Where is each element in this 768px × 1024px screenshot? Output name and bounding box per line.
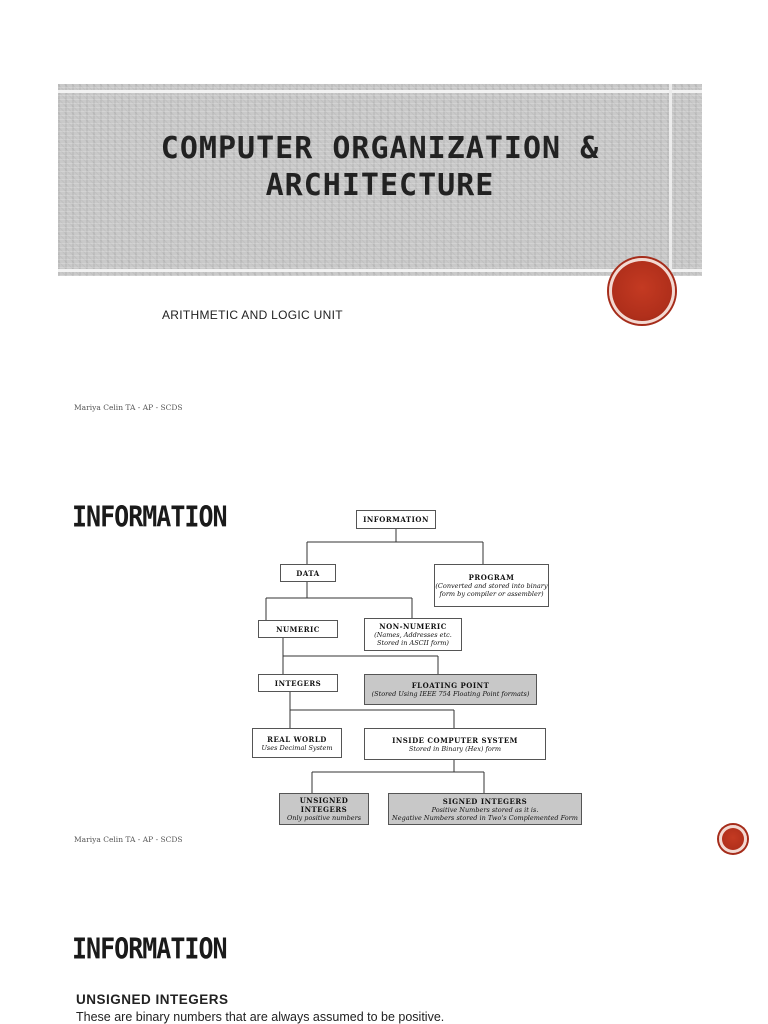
slide-title xyxy=(0,0,768,440)
title-line-1: COMPUTER ORGANIZATION & xyxy=(160,131,600,166)
slide-title-text xyxy=(58,130,702,204)
node-real-world: REAL WORLD Uses Decimal System xyxy=(252,728,342,758)
title-line-2: ARCHITECTURE xyxy=(265,168,495,203)
title-banner xyxy=(58,84,702,276)
node-non-numeric: NON-NUMERIC (Names, Addresses etc. Stored in ASCII form) xyxy=(364,618,462,651)
information-hierarchy-diagram xyxy=(250,488,578,822)
node-inside-computer-system: INSIDE COMPUTER SYSTEM Stored in Binary (Hex) form xyxy=(364,728,546,760)
slide-heading: INFORMATION xyxy=(72,932,227,966)
node-numeric: NUMERIC xyxy=(258,620,338,638)
slide-heading: INFORMATION xyxy=(72,500,227,534)
sub-heading: UNSIGNED INTEGERS xyxy=(76,992,229,1007)
slide-footer: Mariya Celin TA - AP - SCDS xyxy=(74,403,183,412)
slide-unsigned-integers xyxy=(0,900,768,1024)
slide-subtitle: ARITHMETIC AND LOGIC UNIT xyxy=(162,308,343,322)
slide-information-diagram xyxy=(0,470,768,870)
node-information: INFORMATION xyxy=(356,510,436,529)
decorative-circle xyxy=(609,258,675,324)
node-unsigned-integers: UNSIGNED INTEGERS Only positive numbers xyxy=(279,793,369,825)
body-text: These are binary numbers that are always assumed to be positive. xyxy=(76,1010,445,1024)
node-floating-point: FLOATING POINT (Stored Using IEEE 754 Floating Point formats) xyxy=(364,674,537,705)
decorative-circle xyxy=(719,825,747,853)
slide-footer: Mariya Celin TA - AP - SCDS xyxy=(74,835,183,844)
node-integers: INTEGERS xyxy=(258,674,338,692)
node-signed-integers: SIGNED INTEGERS Positive Numbers stored as it is. Negative Numbers stored in Two's Complemented Form xyxy=(388,793,582,825)
node-program: PROGRAM (Converted and stored into binary form by compiler or assembler) xyxy=(434,564,549,607)
node-data: DATA xyxy=(280,564,336,582)
